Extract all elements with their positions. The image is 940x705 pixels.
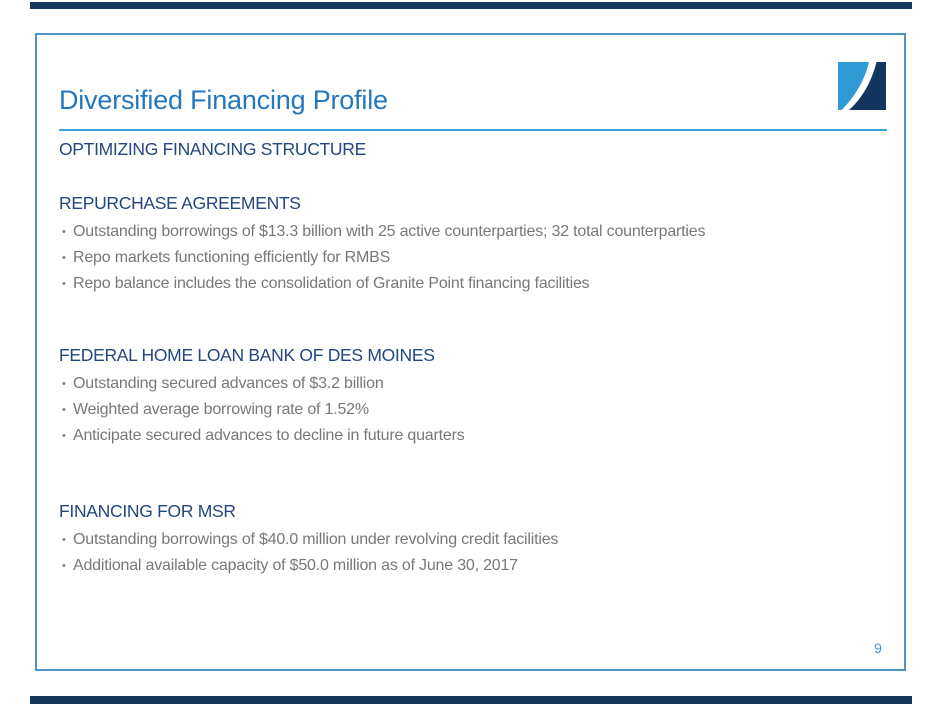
bullet-text: Repo balance includes the consolidation of Granite Point financing facilities: [73, 275, 590, 292]
page-number: 9: [874, 640, 882, 656]
bullet-item: [59, 271, 871, 297]
bullet-dot: •: [62, 226, 66, 238]
section-heading: FEDERAL HOME LOAN BANK OF DES MOINES: [59, 345, 435, 365]
two-harbors-swoosh-logo-icon: [838, 62, 886, 110]
bullet-text: Anticipate secured advances to decline in future quarters: [73, 427, 465, 444]
bullet-item: [59, 553, 871, 579]
bullet-text: Outstanding borrowings of $13.3 billion with 25 active counterparties; 32 total counterparties: [73, 223, 706, 240]
bullet-dot: •: [62, 430, 66, 442]
bullet-text: Outstanding secured advances of $3.2 billion: [73, 375, 384, 392]
bullet-dot: •: [62, 404, 66, 416]
bullet-list: [59, 219, 871, 297]
bullet-text: Additional available capacity of $50.0 million as of June 30, 2017: [73, 557, 518, 574]
bullet-dot: •: [62, 560, 66, 572]
slide-title: Diversified Financing Profile: [59, 85, 388, 115]
bullet-list: [59, 527, 871, 579]
bullet-dot: •: [62, 534, 66, 546]
title-divider-rule: [59, 129, 887, 131]
bullet-list: [59, 371, 871, 449]
section-repurchase-agreements: [59, 193, 871, 297]
bullet-dot: •: [62, 252, 66, 264]
bullet-item: [59, 371, 871, 397]
bullet-item: [59, 423, 871, 449]
bullet-item: [59, 397, 871, 423]
slide-subtitle: OPTIMIZING FINANCING STRUCTURE: [59, 139, 366, 159]
section-fhlb-des-moines: [59, 345, 871, 449]
section-heading: FINANCING FOR MSR: [59, 501, 236, 521]
bottom-accent-bar: [30, 696, 912, 704]
bullet-text: Weighted average borrowing rate of 1.52%: [73, 401, 369, 418]
bullet-text: Outstanding borrowings of $40.0 million under revolving credit facilities: [73, 531, 559, 548]
bullet-text: Repo markets functioning efficiently for RMBS: [73, 249, 391, 266]
bullet-dot: •: [62, 278, 66, 290]
section-heading: REPURCHASE AGREEMENTS: [59, 193, 301, 213]
bullet-item: [59, 245, 871, 271]
bullet-dot: •: [62, 378, 66, 390]
bullet-item: [59, 219, 871, 245]
top-accent-bar: [30, 2, 912, 9]
bullet-item: [59, 527, 871, 553]
section-financing-for-msr: [59, 501, 871, 579]
